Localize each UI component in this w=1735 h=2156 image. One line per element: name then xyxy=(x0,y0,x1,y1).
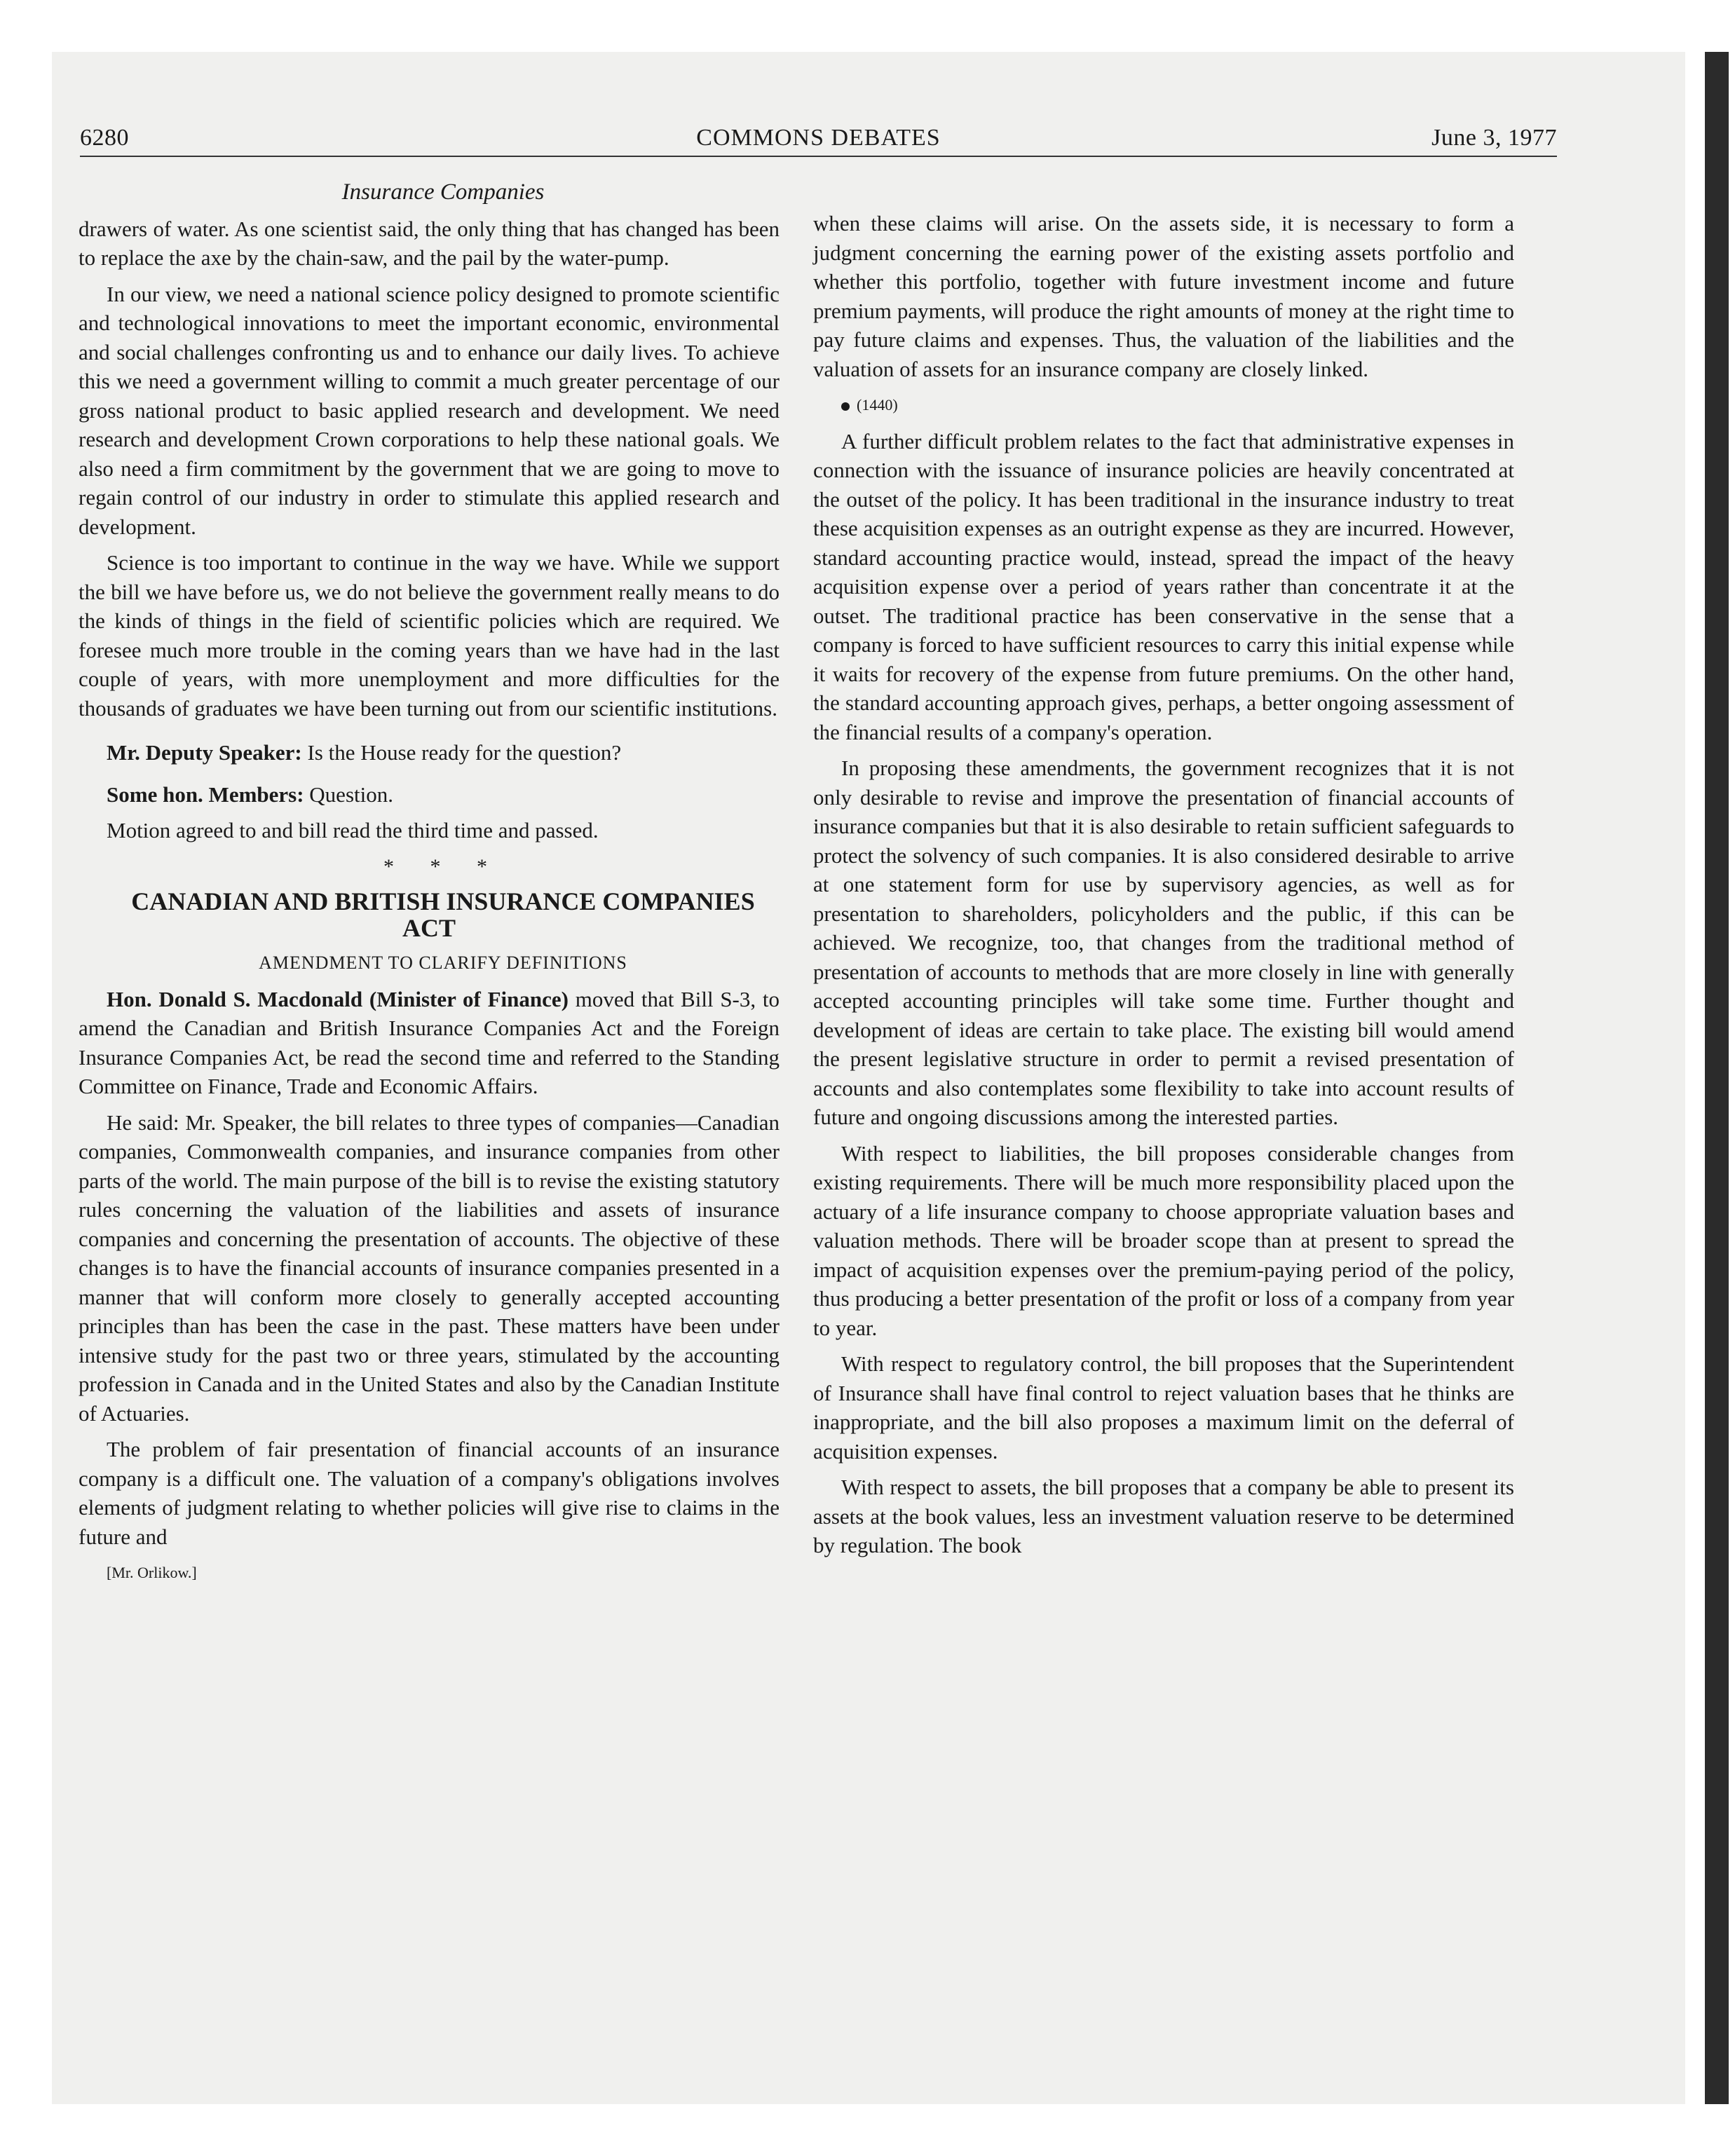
paragraph: Science is too important to continue in the way we have. While we support the bill we have before us, we do not believe the government really means to do the kinds of things in the field of scientific policies which are required. We foresee much more trouble in the coming years than we have had in the last couple of years, with more unemployment and more difficulties for the thousands of graduates we have been turning out from our scientific institutions. xyxy=(79,550,780,721)
page-header xyxy=(80,125,1557,157)
timestamp-text: (1440) xyxy=(857,396,898,414)
publication-date: June 3, 1977 xyxy=(1431,125,1557,151)
speech-hon-members xyxy=(79,780,780,810)
speaker-name: Some hon. Members: xyxy=(107,782,304,807)
paragraph: With respect to regulatory control, the bill proposes that the Superintendent of Insurance shall have final control to reject valuation bases that he thinks are inappropriate, and the bill also proposes a maximum limit on the deferral of acquisition expenses. xyxy=(813,1351,1514,1464)
speech-deputy-speaker xyxy=(79,738,780,767)
speech-macdonald xyxy=(79,985,780,1101)
bullet-icon xyxy=(841,402,850,411)
speech-text: Question. xyxy=(309,782,393,807)
left-column xyxy=(79,178,780,1595)
scan-edge-shadow xyxy=(1705,52,1729,2104)
paragraph: drawers of water. As one scientist said, the only thing that has changed has been to replace the axe by the chain-saw, and the pail by the water-pump. xyxy=(79,216,780,270)
speech-text: moved that Bill S-3, to amend the Canadian and British Insurance Companies Act and the Foreign Insurance Companies Act, be read the second time and referred to the Standing Committee on Finance, Trade and Economic Affairs. xyxy=(79,986,780,1098)
section-heading: CANADIAN AND BRITISH INSURANCE COMPANIES ACT xyxy=(131,887,755,942)
speech-text: Is the House ready for the question? xyxy=(307,740,622,765)
speaker-name: Mr. Deputy Speaker: xyxy=(107,740,302,765)
publication-title: COMMONS DEBATES xyxy=(696,125,941,151)
paragraph: In proposing these amendments, the government recognizes that it is not only desirable to revise and improve the presentation of financial accounts of insurance companies but that it is also desirable to retain sufficient safeguards to protect the solvency of such companies. It is also considered desirable to arrive at one statement form for use by supervisory agencies, as well as for presentation to shareholders, policyholders and the public, if this can be achieved. We recognize, too, that changes from the traditional method of presentation of accounts to methods that are more closely in line with generally accepted accounting principles will take some time. Further thought and development of ideas are certain to take place. The existing bill would amend the present legislative structure in order to permit a revised presentation of accounts and also contemplates some flexibility to take into account results of future and ongoing discussions among the interested parties. xyxy=(813,756,1514,1129)
paragraph: when these claims will arise. On the assets side, it is necessary to form a judgment concerning the earning power of the existing assets portfolio and whether this portfolio, together with future investment income and future premium payments, will produce the right amounts of money at the right time to pay future claims and expenses. Thus, the valuation of the liabilities and the valuation of assets for an insurance company are closely linked. xyxy=(813,211,1514,381)
paragraph: The problem of fair presentation of financial accounts of an insurance company is a difficult one. The valuation of a company's obligations involves elements of judgment relating to whether policies will give rise to claims in the future and xyxy=(79,1437,780,1549)
paragraph: With respect to liabilities, the bill proposes considerable changes from existing requirements. There will be much more responsibility placed upon the actuary of a life insurance company to choose appropriate valuation bases and valuation methods. There will be broader scope than at present to spread the impact of acquisition expenses over the premium-paying period of the policy, thus producing a better presentation of the profit or loss of a company from year to year. xyxy=(813,1140,1514,1340)
paragraph: A further difficult problem relates to the fact that administrative expenses in connection with the issuance of insurance policies are heavily concentrated at the outset of the policy. It has been traditional in the insurance industry to treat these acquisition expenses as an outright expense as they are incurred. However, standard accounting practice would, instead, spread the impact of the heavy acquisition expense over a period of years rather than concentrate it at the outset. The traditional practice has been conservative in the sense that a company is forced to have sufficient resources to carry this initial expense while it waits for recovery of the expense from future premiums. On the other hand, the standard accounting approach gives, perhaps, a better ongoing assessment of the financial results of a company's operation. xyxy=(813,428,1514,744)
paragraph: In our view, we need a national science policy designed to promote scientific and technological innovations to meet the important economic, environmental and social challenges confronting us and to enhance our daily lives. To achieve this we need a government willing to commit a much greater percentage of our gross national product to basic applied research and development. We need research and development Crown corporations to help these national goals. We also need a firm commitment by the government that we are going to move to regain control of our industry in order to stimulate this applied research and development. xyxy=(79,281,780,539)
speaker-attribution-footnote: [Mr. Orlikow.] xyxy=(107,1564,197,1581)
running-head: Insurance Companies xyxy=(341,179,545,205)
timestamp-marker xyxy=(813,390,1514,420)
right-column xyxy=(813,209,1514,1567)
speaker-name: Hon. Donald S. Macdonald (Minister of Finance) xyxy=(107,986,569,1011)
section-subheading: AMENDMENT TO CLARIFY DEFINITIONS xyxy=(259,953,627,973)
paragraph: With respect to assets, the bill proposes that a company be able to present its assets at the book values, less an investment valuation reserve to be determined by regulation. The book xyxy=(813,1475,1514,1557)
section-divider: * * * xyxy=(383,854,503,878)
page-number: 6280 xyxy=(80,125,129,151)
motion-text: Motion agreed to and bill read the third time and passed. xyxy=(107,818,599,842)
paragraph: He said: Mr. Speaker, the bill relates to three types of companies—Canadian companies, Commonwealth companies, and insurance companies from other parts of the world. The main purpose of the bill is to revise the existing statutory rules concerning the valuation of the liabilities and assets of insurance companies and concerning the presentation of accounts. The objective of these changes is to have the financial accounts of insurance companies presented in a manner that will conform more closely to generally accepted accounting principles than has been the case in the past. These matters have been under intensive study for the past two or three years, stimulated by the accounting profession in Canada and in the United States and also by the Canadian Institute of Actuaries. xyxy=(79,1110,780,1426)
